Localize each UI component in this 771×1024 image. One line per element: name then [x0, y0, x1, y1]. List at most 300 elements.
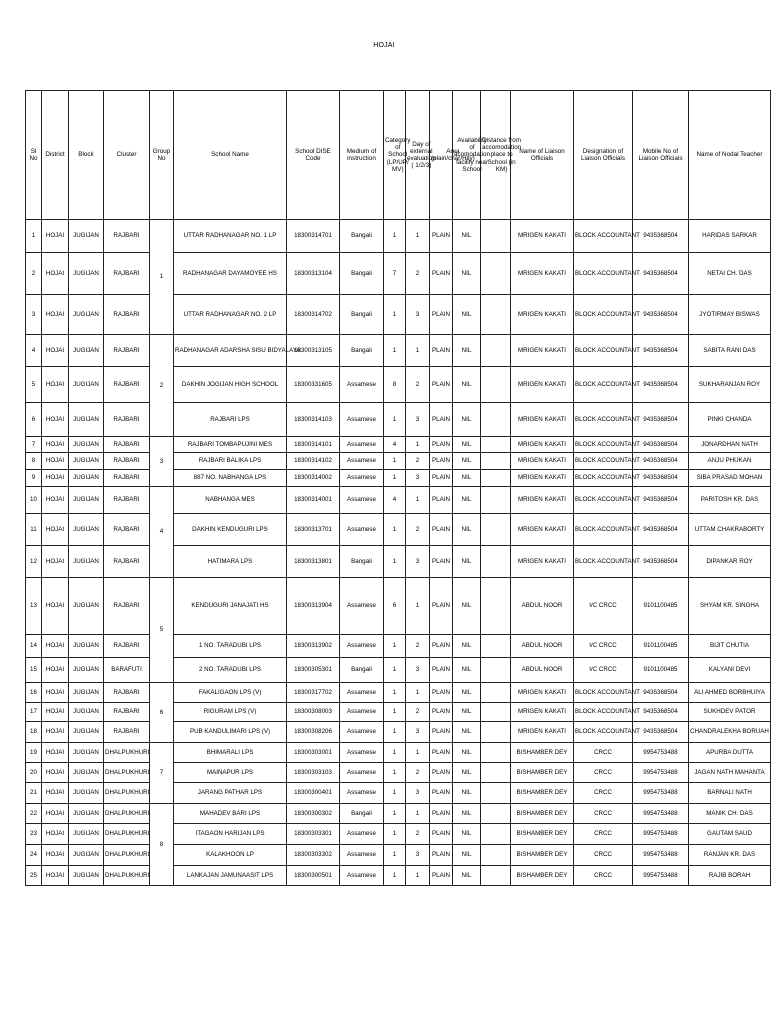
nodal-teacher-cell: MANIK CH. DAS	[689, 804, 771, 824]
category-cell: 1	[384, 295, 406, 335]
designation-cell: BLOCK ACCOUNTANT	[574, 453, 633, 470]
block-cell: JUGIJAN	[69, 470, 104, 487]
distance-cell	[481, 722, 511, 743]
col-header: Category of School (LP/UP/ MV)	[384, 91, 406, 220]
liaison-name-cell: MRIGEN KAKATI	[511, 437, 574, 453]
dise-code-cell: 18300300401	[287, 783, 340, 804]
evaluation-day-cell: 2	[406, 453, 430, 470]
nodal-teacher-cell: CHANDRALEKHA BORUAH	[689, 722, 771, 743]
area-cell: PLAIN	[430, 253, 453, 295]
sl-no-cell: 23	[26, 824, 42, 845]
medium-cell: Assamese	[340, 703, 384, 722]
block-cell: JUGIJAN	[69, 487, 104, 514]
school-name-cell: 2 NO. TARADUBI LPS	[174, 658, 287, 683]
evaluation-day-cell: 1	[406, 487, 430, 514]
sl-no-cell: 17	[26, 703, 42, 722]
accommodation-cell: NIL	[453, 470, 481, 487]
table-row	[26, 514, 771, 546]
school-name-cell: ITAGAON HARIJAN LPS	[174, 824, 287, 845]
nodal-teacher-cell: JONARDHAN NATH	[689, 437, 771, 453]
liaison-name-cell: BISHAMBER DEY	[511, 866, 574, 886]
table-row	[26, 220, 771, 253]
cluster-cell: RAJBARI	[104, 703, 150, 722]
evaluation-day-cell: 3	[406, 845, 430, 866]
designation-cell: CRCC	[574, 783, 633, 804]
dise-code-cell: 18300303302	[287, 845, 340, 866]
mobile-cell: 9435368504	[633, 703, 689, 722]
nodal-teacher-cell: PINKI CHANDA	[689, 403, 771, 437]
category-cell: 1	[384, 453, 406, 470]
block-cell: JUGIJAN	[69, 335, 104, 367]
accommodation-cell: NIL	[453, 658, 481, 683]
medium-cell: Bangali	[340, 253, 384, 295]
nodal-teacher-cell: BIJIT CHUTIA	[689, 635, 771, 658]
district-cell: HOJAI	[42, 335, 69, 367]
dise-code-cell: 18300314001	[287, 487, 340, 514]
liaison-name-cell: MRIGEN KAKATI	[511, 703, 574, 722]
school-name-cell: 887 NO. NABHANGA LPS	[174, 470, 287, 487]
block-cell: JUGIJAN	[69, 635, 104, 658]
evaluation-day-cell: 3	[406, 470, 430, 487]
accommodation-cell: NIL	[453, 703, 481, 722]
evaluation-day-cell: 1	[406, 743, 430, 763]
nodal-teacher-cell: BARNALI NATH	[689, 783, 771, 804]
liaison-name-cell: ABDUL NOOR	[511, 578, 574, 635]
category-cell: 1	[384, 220, 406, 253]
col-header: Sl No	[26, 91, 42, 220]
distance-cell	[481, 367, 511, 403]
category-cell: 1	[384, 804, 406, 824]
liaison-name-cell: BISHAMBER DEY	[511, 743, 574, 763]
district-cell: HOJAI	[42, 845, 69, 866]
area-cell: PLAIN	[430, 866, 453, 886]
cluster-cell: DHALPUKHURI	[104, 845, 150, 866]
school-name-cell: RIGURAM LPS (V)	[174, 703, 287, 722]
cluster-cell: RAJBARI	[104, 683, 150, 703]
school-name-cell: BHIMARALI LPS	[174, 743, 287, 763]
category-cell: 1	[384, 845, 406, 866]
district-cell: HOJAI	[42, 866, 69, 886]
col-header: Group No	[150, 91, 174, 220]
table-row	[26, 683, 771, 703]
school-name-cell: 1 NO. TARADUBI LPS	[174, 635, 287, 658]
district-cell: HOJAI	[42, 546, 69, 578]
medium-cell: Assamese	[340, 635, 384, 658]
mobile-cell: 9101100485	[633, 658, 689, 683]
accommodation-cell: NIL	[453, 295, 481, 335]
dise-code-cell: 18300313104	[287, 253, 340, 295]
table-row	[26, 783, 771, 804]
sl-no-cell: 11	[26, 514, 42, 546]
distance-cell	[481, 845, 511, 866]
mobile-cell: 9435368504	[633, 683, 689, 703]
medium-cell: Assamese	[340, 367, 384, 403]
sl-no-cell: 2	[26, 253, 42, 295]
group-no-cell: 4	[150, 487, 174, 578]
designation-cell: CRCC	[574, 804, 633, 824]
school-name-cell: KENDUGURI JANAJATI HS	[174, 578, 287, 635]
sl-no-cell: 1	[26, 220, 42, 253]
sl-no-cell: 20	[26, 763, 42, 783]
district-cell: HOJAI	[42, 763, 69, 783]
designation-cell: CRCC	[574, 866, 633, 886]
sl-no-cell: 7	[26, 437, 42, 453]
mobile-cell: 9435368504	[633, 470, 689, 487]
district-cell: HOJAI	[42, 683, 69, 703]
accommodation-cell: NIL	[453, 635, 481, 658]
district-cell: HOJAI	[42, 487, 69, 514]
distance-cell	[481, 804, 511, 824]
nodal-teacher-cell: DIPANKAR ROY	[689, 546, 771, 578]
dise-code-cell: 18300313902	[287, 635, 340, 658]
nodal-teacher-cell: HARIDAS SARKAR	[689, 220, 771, 253]
designation-cell: CRCC	[574, 743, 633, 763]
school-name-cell: LANKAJAN JAMUNAASIT LPS	[174, 866, 287, 886]
accommodation-cell: NIL	[453, 253, 481, 295]
nodal-teacher-cell: SHYAM KR. SINGHA	[689, 578, 771, 635]
table-row	[26, 253, 771, 295]
sl-no-cell: 12	[26, 546, 42, 578]
sl-no-cell: 10	[26, 487, 42, 514]
col-header: Name of Liaison Officials	[511, 91, 574, 220]
mobile-cell: 9435368504	[633, 546, 689, 578]
block-cell: JUGIJAN	[69, 866, 104, 886]
district-cell: HOJAI	[42, 367, 69, 403]
accommodation-cell: NIL	[453, 403, 481, 437]
medium-cell: Assamese	[340, 824, 384, 845]
evaluation-day-cell: 3	[406, 722, 430, 743]
mobile-cell: 9954753488	[633, 866, 689, 886]
liaison-name-cell: BISHAMBER DEY	[511, 783, 574, 804]
block-cell: JUGIJAN	[69, 253, 104, 295]
sl-no-cell: 21	[26, 783, 42, 804]
table-row	[26, 403, 771, 437]
medium-cell: Bangali	[340, 335, 384, 367]
liaison-name-cell: MRIGEN KAKATI	[511, 514, 574, 546]
accommodation-cell: NIL	[453, 437, 481, 453]
mobile-cell: 9435368504	[633, 722, 689, 743]
school-name-cell: PUB KANDULIMARI LPS (V)	[174, 722, 287, 743]
table-row	[26, 743, 771, 763]
district-cell: HOJAI	[42, 783, 69, 804]
evaluation-day-cell: 1	[406, 683, 430, 703]
block-cell: JUGIJAN	[69, 845, 104, 866]
mobile-cell: 9954753488	[633, 845, 689, 866]
school-name-cell: RAJBARI BALIKA LPS	[174, 453, 287, 470]
dise-code-cell: 18300331605	[287, 367, 340, 403]
col-header: School DISE Code	[287, 91, 340, 220]
dise-code-cell: 18300313701	[287, 514, 340, 546]
block-cell: JUGIJAN	[69, 367, 104, 403]
cluster-cell: RAJBARI	[104, 487, 150, 514]
school-name-cell: RAJBARI TOMBAPUJINI MES	[174, 437, 287, 453]
block-cell: JUGIJAN	[69, 578, 104, 635]
nodal-teacher-cell: JAGAN NATH MAHANTA	[689, 763, 771, 783]
accommodation-cell: NIL	[453, 335, 481, 367]
designation-cell: BLOCK ACCOUNTANT	[574, 335, 633, 367]
distance-cell	[481, 683, 511, 703]
school-name-cell: MAINAPUR LPS	[174, 763, 287, 783]
sl-no-cell: 8	[26, 453, 42, 470]
distance-cell	[481, 253, 511, 295]
category-cell: 4	[384, 487, 406, 514]
district-cell: HOJAI	[42, 824, 69, 845]
cluster-cell: RAJBARI	[104, 722, 150, 743]
district-cell: HOJAI	[42, 453, 69, 470]
designation-cell: BLOCK ACCOUNTANT	[574, 253, 633, 295]
accommodation-cell: NIL	[453, 722, 481, 743]
nodal-teacher-cell: NETAI CH. DAS	[689, 253, 771, 295]
area-cell: PLAIN	[430, 546, 453, 578]
mobile-cell: 9954753488	[633, 783, 689, 804]
group-no-cell: 8	[150, 804, 174, 886]
nodal-teacher-cell: APURBA DUTTA	[689, 743, 771, 763]
designation-cell: BLOCK ACCOUNTANT	[574, 487, 633, 514]
mobile-cell: 9435368504	[633, 437, 689, 453]
distance-cell	[481, 763, 511, 783]
col-header: Mobile No of Liaison Officials	[633, 91, 689, 220]
school-name-cell: RAJBARI LPS	[174, 403, 287, 437]
evaluation-day-cell: 1	[406, 866, 430, 886]
liaison-name-cell: ABDUL NOOR	[511, 635, 574, 658]
liaison-name-cell: MRIGEN KAKATI	[511, 403, 574, 437]
medium-cell: Assamese	[340, 845, 384, 866]
accommodation-cell: NIL	[453, 824, 481, 845]
accommodation-cell: NIL	[453, 763, 481, 783]
nodal-teacher-cell: SUKHARANJAN ROY	[689, 367, 771, 403]
liaison-name-cell: MRIGEN KAKATI	[511, 453, 574, 470]
designation-cell: BLOCK ACCOUNTANT	[574, 722, 633, 743]
page-title: HOJAI	[373, 42, 395, 49]
evaluation-day-cell: 1	[406, 335, 430, 367]
school-name-cell: HATIMARA LPS	[174, 546, 287, 578]
distance-cell	[481, 546, 511, 578]
accommodation-cell: NIL	[453, 367, 481, 403]
sl-no-cell: 24	[26, 845, 42, 866]
accommodation-cell: NIL	[453, 743, 481, 763]
area-cell: PLAIN	[430, 220, 453, 253]
accommodation-cell: NIL	[453, 783, 481, 804]
evaluation-day-cell: 2	[406, 703, 430, 722]
school-name-cell: UTTAR RADHANAGAR NO. 2 LP	[174, 295, 287, 335]
liaison-name-cell: MRIGEN KAKATI	[511, 487, 574, 514]
evaluation-day-cell: 2	[406, 824, 430, 845]
liaison-name-cell: MRIGEN KAKATI	[511, 546, 574, 578]
nodal-teacher-cell: ALI AHMED BORBHUIYA	[689, 683, 771, 703]
table-row	[26, 845, 771, 866]
liaison-name-cell: MRIGEN KAKATI	[511, 335, 574, 367]
cluster-cell: RAJBARI	[104, 367, 150, 403]
table-row	[26, 437, 771, 453]
table-row	[26, 658, 771, 683]
liaison-name-cell: MRIGEN KAKATI	[511, 220, 574, 253]
district-cell: HOJAI	[42, 470, 69, 487]
school-name-cell: DAKHIN KENDUGURI LPS	[174, 514, 287, 546]
category-cell: 8	[384, 367, 406, 403]
liaison-name-cell: BISHAMBER DEY	[511, 845, 574, 866]
nodal-teacher-cell: KALYANI DEVI	[689, 658, 771, 683]
dise-code-cell: 18300314702	[287, 295, 340, 335]
designation-cell: BLOCK ACCOUNTANT	[574, 683, 633, 703]
distance-cell	[481, 514, 511, 546]
dise-code-cell: 18300308003	[287, 703, 340, 722]
school-name-cell: FAKALIGAON LPS (V)	[174, 683, 287, 703]
medium-cell: Bangali	[340, 658, 384, 683]
designation-cell: I/C CRCC	[574, 578, 633, 635]
sl-no-cell: 19	[26, 743, 42, 763]
cluster-cell: RAJBARI	[104, 546, 150, 578]
sl-no-cell: 13	[26, 578, 42, 635]
block-cell: JUGIJAN	[69, 763, 104, 783]
sl-no-cell: 6	[26, 403, 42, 437]
dise-code-cell: 18300303103	[287, 763, 340, 783]
table-row	[26, 453, 771, 470]
cluster-cell: BARAFUTI	[104, 658, 150, 683]
area-cell: PLAIN	[430, 470, 453, 487]
evaluation-day-cell: 1	[406, 220, 430, 253]
mobile-cell: 9435368504	[633, 453, 689, 470]
nodal-teacher-cell: SUKHDEV PATOR	[689, 703, 771, 722]
block-cell: JUGIJAN	[69, 453, 104, 470]
mobile-cell: 9435368504	[633, 367, 689, 403]
area-cell: PLAIN	[430, 763, 453, 783]
table-row	[26, 824, 771, 845]
mobile-cell: 9954753488	[633, 804, 689, 824]
area-cell: PLAIN	[430, 722, 453, 743]
block-cell: JUGIJAN	[69, 743, 104, 763]
dise-code-cell: 18300313801	[287, 546, 340, 578]
medium-cell: Assamese	[340, 743, 384, 763]
category-cell: 1	[384, 470, 406, 487]
dise-code-cell: 18300314102	[287, 453, 340, 470]
table-row	[26, 470, 771, 487]
group-no-cell: 3	[150, 437, 174, 487]
district-cell: HOJAI	[42, 295, 69, 335]
accommodation-cell: NIL	[453, 866, 481, 886]
distance-cell	[481, 403, 511, 437]
designation-cell: BLOCK ACCOUNTANT	[574, 703, 633, 722]
cluster-cell: RAJBARI	[104, 453, 150, 470]
medium-cell: Assamese	[340, 866, 384, 886]
distance-cell	[481, 578, 511, 635]
accommodation-cell: NIL	[453, 487, 481, 514]
nodal-teacher-cell: SIBA PRASAD MOHAN	[689, 470, 771, 487]
evaluation-day-cell: 3	[406, 295, 430, 335]
table-row	[26, 804, 771, 824]
designation-cell: BLOCK ACCOUNTANT	[574, 514, 633, 546]
dise-code-cell: 18300317702	[287, 683, 340, 703]
cluster-cell: DHALPUKHURI	[104, 866, 150, 886]
school-name-cell: UTTAR RADHANAGAR NO. 1 LP	[174, 220, 287, 253]
evaluation-day-cell: 2	[406, 763, 430, 783]
sl-no-cell: 16	[26, 683, 42, 703]
col-header: District	[42, 91, 69, 220]
cluster-cell: RAJBARI	[104, 635, 150, 658]
category-cell: 1	[384, 658, 406, 683]
distance-cell	[481, 783, 511, 804]
block-cell: JUGIJAN	[69, 824, 104, 845]
dise-code-cell: 18300300302	[287, 804, 340, 824]
dise-code-cell: 18300314103	[287, 403, 340, 437]
col-header: School Name	[174, 91, 287, 220]
col-header: Area (plain/char/Hily)	[430, 91, 453, 220]
medium-cell: Assamese	[340, 487, 384, 514]
cluster-cell: DHALPUKHURI	[104, 743, 150, 763]
dise-code-cell: 18300314101	[287, 437, 340, 453]
distance-cell	[481, 453, 511, 470]
dise-code-cell: 18300303301	[287, 824, 340, 845]
designation-cell: BLOCK ACCOUNTANT	[574, 295, 633, 335]
sl-no-cell: 14	[26, 635, 42, 658]
group-no-cell: 1	[150, 220, 174, 335]
cluster-cell: RAJBARI	[104, 437, 150, 453]
table-row	[26, 335, 771, 367]
area-cell: PLAIN	[430, 845, 453, 866]
mobile-cell: 9101100485	[633, 635, 689, 658]
evaluation-day-cell: 3	[406, 546, 430, 578]
district-cell: HOJAI	[42, 220, 69, 253]
school-name-cell: KALAKHOON LP	[174, 845, 287, 866]
col-header: Designation of Liaison Officials	[574, 91, 633, 220]
school-name-cell: DAKHIN JOGIJAN HIGH SCHOOL	[174, 367, 287, 403]
table-row	[26, 295, 771, 335]
district-cell: HOJAI	[42, 703, 69, 722]
group-no-cell: 6	[150, 683, 174, 743]
category-cell: 4	[384, 437, 406, 453]
designation-cell: CRCC	[574, 845, 633, 866]
district-cell: HOJAI	[42, 658, 69, 683]
sl-no-cell: 15	[26, 658, 42, 683]
mobile-cell: 9435368504	[633, 514, 689, 546]
medium-cell: Assamese	[340, 783, 384, 804]
cluster-cell: RAJBARI	[104, 403, 150, 437]
distance-cell	[481, 635, 511, 658]
table-header-row	[26, 91, 771, 220]
area-cell: PLAIN	[430, 403, 453, 437]
distance-cell	[481, 703, 511, 722]
category-cell: 1	[384, 546, 406, 578]
dise-code-cell: 18300303001	[287, 743, 340, 763]
block-cell: JUGIJAN	[69, 804, 104, 824]
school-name-cell: MAHADEV BARI LPS	[174, 804, 287, 824]
cluster-cell: RAJBARI	[104, 335, 150, 367]
area-cell: PLAIN	[430, 683, 453, 703]
category-cell: 1	[384, 703, 406, 722]
evaluation-day-cell: 1	[406, 804, 430, 824]
category-cell: 1	[384, 763, 406, 783]
distance-cell	[481, 437, 511, 453]
col-header: Availability of acomodation facility near School	[453, 91, 481, 220]
area-cell: PLAIN	[430, 453, 453, 470]
category-cell: 1	[384, 403, 406, 437]
distance-cell	[481, 658, 511, 683]
designation-cell: CRCC	[574, 824, 633, 845]
table-row	[26, 763, 771, 783]
group-no-cell: 7	[150, 743, 174, 804]
dise-code-cell: 18300313904	[287, 578, 340, 635]
col-header: Name of Nodal Teacher	[689, 91, 771, 220]
medium-cell: Assamese	[340, 453, 384, 470]
distance-cell	[481, 824, 511, 845]
accommodation-cell: NIL	[453, 845, 481, 866]
designation-cell: I/C CRCC	[574, 635, 633, 658]
evaluation-day-cell: 2	[406, 253, 430, 295]
accommodation-cell: NIL	[453, 453, 481, 470]
district-cell: HOJAI	[42, 635, 69, 658]
nodal-teacher-cell: PARITOSH KR. DAS	[689, 487, 771, 514]
mobile-cell: 9435368504	[633, 253, 689, 295]
area-cell: PLAIN	[430, 658, 453, 683]
